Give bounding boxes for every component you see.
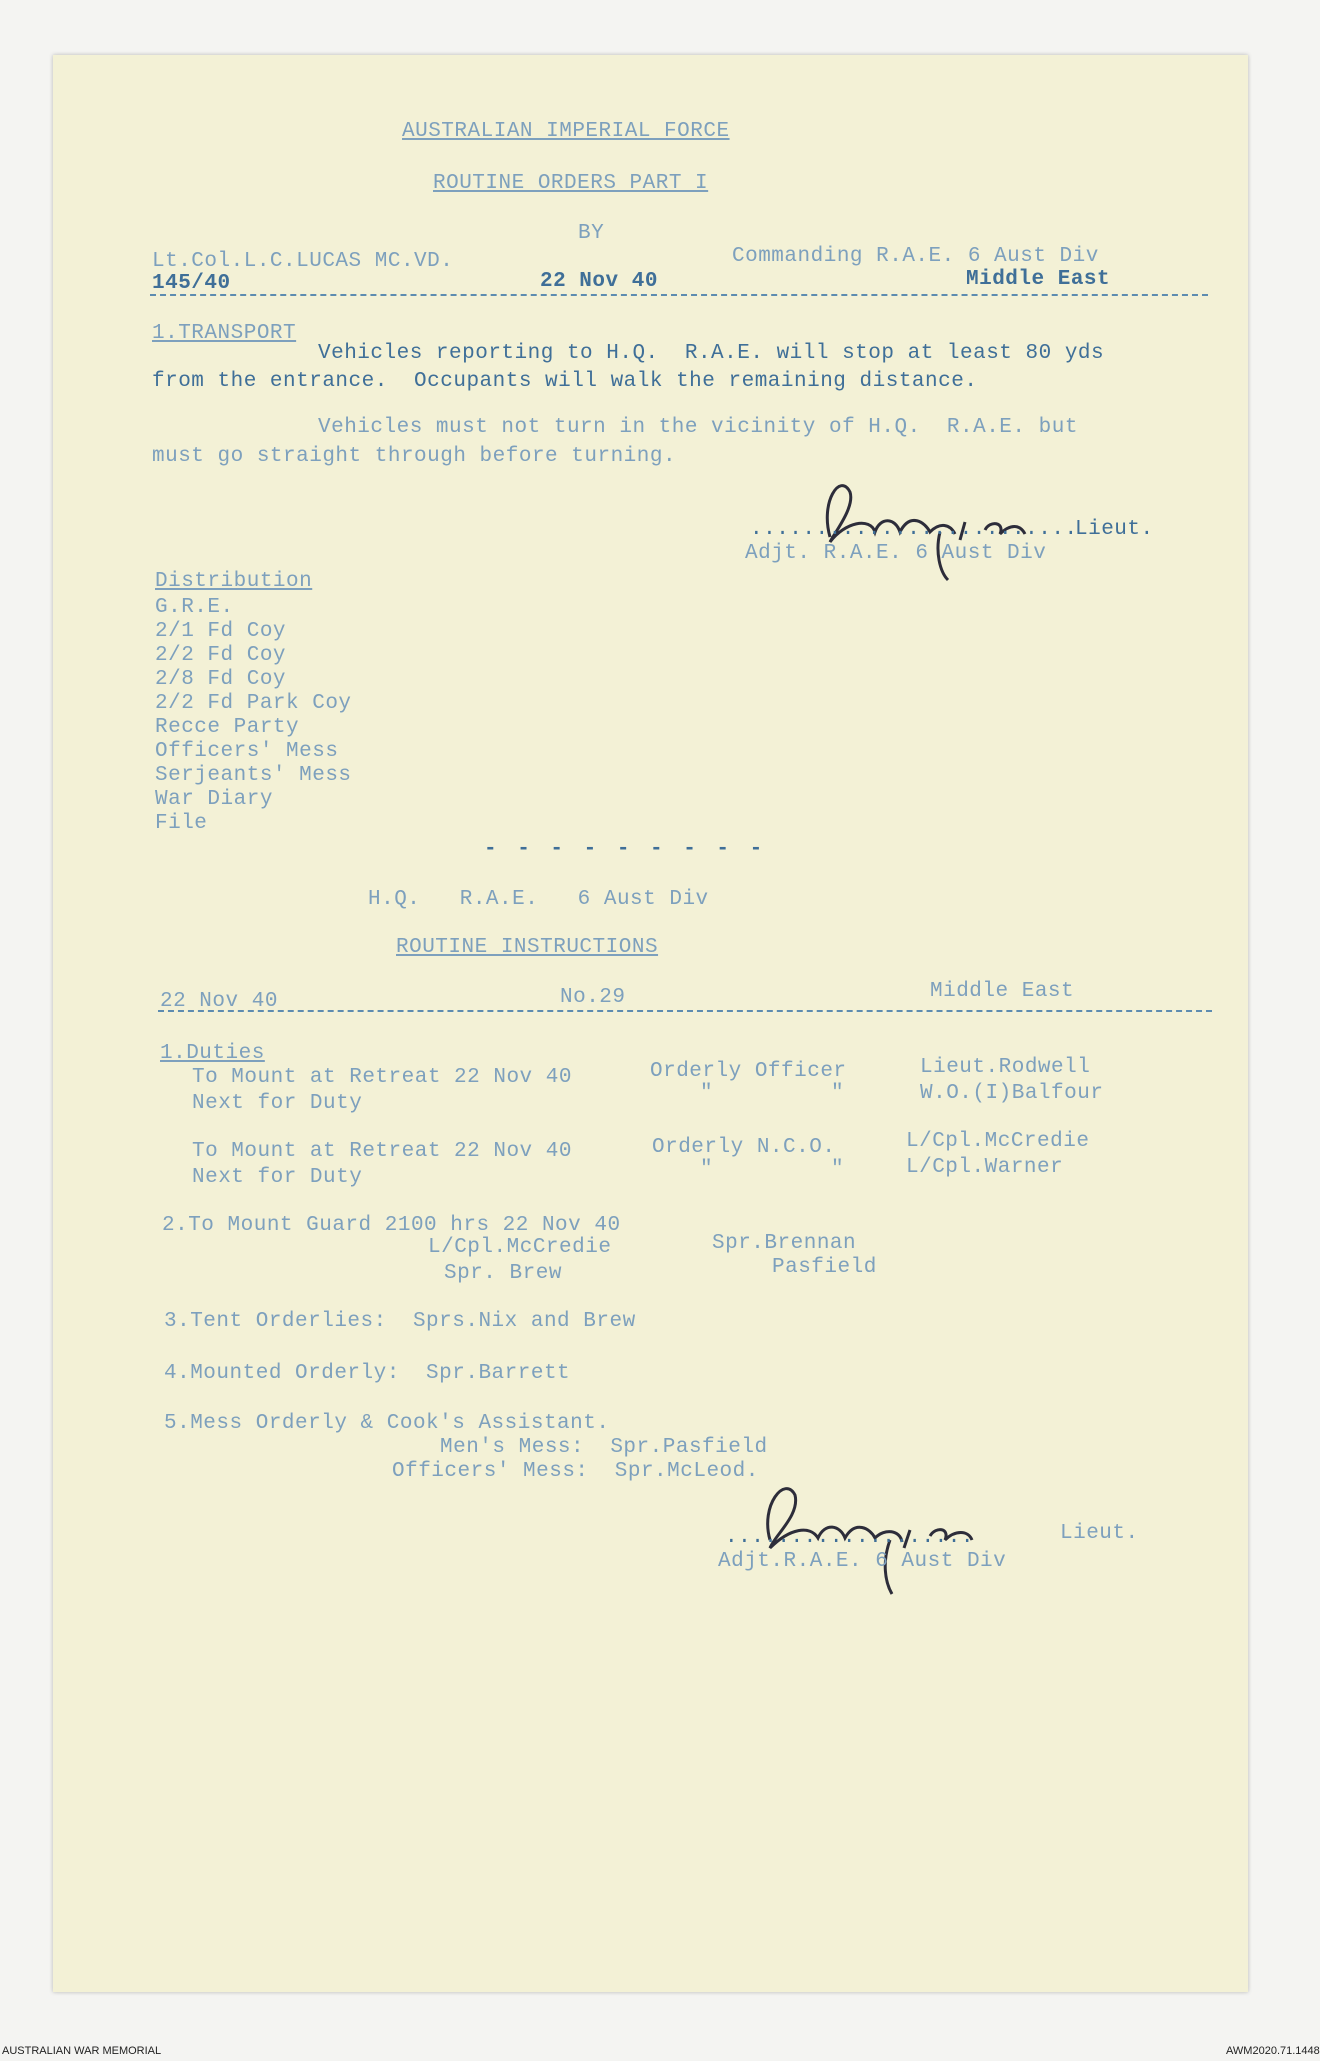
signature-title: Adjt. R.A.E. 6 Aust Div	[745, 542, 1047, 565]
orders-title: ROUTINE ORDERS PART I	[433, 172, 709, 195]
distribution-item: File	[155, 812, 208, 835]
distribution-item: Recce Party	[155, 716, 300, 739]
mess-orderly: 5.Mess Orderly & Cook's Assistant.	[164, 1412, 610, 1435]
distribution-item: Officers' Mess	[155, 740, 339, 763]
transport-line-4: must go straight through before turning.	[152, 445, 677, 468]
header-rule	[150, 294, 1208, 296]
transport-line-3: Vehicles must not turn in the vicinity of H.Q. R.A.E. but	[318, 416, 1078, 439]
force-title: AUSTRALIAN IMPERIAL FORCE	[402, 120, 730, 143]
duty-name-1: Lieut.Rodwell	[920, 1056, 1091, 1079]
order-number: 145/40	[152, 272, 231, 295]
ditto-mark-1: " "	[700, 1082, 845, 1105]
instructions-date: 22 Nov 40	[160, 990, 278, 1013]
section-separator: - - - - - - - - -	[484, 838, 767, 861]
instructions-location: Middle East	[930, 980, 1075, 1003]
duty-line-1: To Mount at Retreat 22 Nov 40	[192, 1066, 572, 1089]
transport-line-2: from the entrance. Occupants will walk the remaining distance.	[152, 370, 978, 393]
duty-line-3: To Mount at Retreat 22 Nov 40	[192, 1140, 572, 1163]
tent-orderlies: 3.Tent Orderlies: Sprs.Nix and Brew	[164, 1310, 636, 1333]
duty-name-2: W.O.(I)Balfour	[920, 1082, 1104, 1105]
duty-role-3: Orderly N.C.O.	[652, 1136, 836, 1159]
duties-heading: 1.Duties	[160, 1042, 265, 1065]
commander-name: Lt.Col.L.C.LUCAS MC.VD.	[152, 250, 454, 273]
signature-dots-2: ...................	[725, 1526, 974, 1549]
mens-mess: Men's Mess: Spr.Pasfield	[440, 1436, 768, 1459]
by-label: BY	[578, 222, 605, 245]
footer-source: AUSTRALIAN WAR MEMORIAL	[2, 2045, 162, 2057]
guard-name-2: Spr. Brew	[444, 1262, 562, 1285]
order-location: Middle East	[966, 268, 1111, 291]
distribution-item: 2/8 Fd Coy	[155, 668, 287, 691]
duty-name-4: L/Cpl.Warner	[906, 1156, 1064, 1179]
distribution-heading: Distribution	[155, 570, 313, 593]
ditto-mark-2: " "	[700, 1158, 845, 1181]
transport-heading: 1.TRANSPORT	[152, 322, 297, 345]
distribution-item: 2/1 Fd Coy	[155, 620, 287, 643]
order-date: 22 Nov 40	[540, 270, 658, 293]
instructions-number: No.29	[560, 986, 626, 1009]
instructions-rule	[158, 1010, 1212, 1012]
distribution-item: 2/2 Fd Coy	[155, 644, 287, 667]
distribution-item: Serjeants' Mess	[155, 764, 352, 787]
distribution-item: 2/2 Fd Park Coy	[155, 692, 352, 715]
footer-reference: AWM2020.71.1448	[1226, 2045, 1320, 2057]
guard-name-4: Pasfield	[772, 1256, 877, 1279]
duty-line-4: Next for Duty	[192, 1166, 363, 1189]
signature-dots: .........................	[750, 518, 1078, 541]
guard-line: 2.To Mount Guard 2100 hrs 22 Nov 40	[162, 1214, 621, 1237]
signature-rank-2: Lieut.	[1060, 1522, 1139, 1545]
commanding-unit: Commanding R.A.E. 6 Aust Div	[732, 245, 1099, 268]
duty-line-2: Next for Duty	[192, 1092, 363, 1115]
duty-name-3: L/Cpl.McCredie	[906, 1130, 1090, 1153]
guard-name-1: L/Cpl.McCredie	[428, 1236, 612, 1259]
signature-title-2: Adjt.R.A.E. 6 Aust Div	[718, 1550, 1007, 1573]
distribution-item: War Diary	[155, 788, 273, 811]
distribution-item: G.R.E.	[155, 596, 234, 619]
duty-role-1: Orderly Officer	[650, 1060, 847, 1083]
transport-line-1: Vehicles reporting to H.Q. R.A.E. will stop at least 80 yds	[318, 342, 1105, 365]
guard-name-3: Spr.Brennan	[712, 1232, 857, 1255]
instructions-title: ROUTINE INSTRUCTIONS	[396, 936, 659, 959]
mounted-orderly: 4.Mounted Orderly: Spr.Barrett	[164, 1362, 571, 1385]
signature-rank: Lieut.	[1075, 518, 1154, 541]
officers-mess: Officers' Mess: Spr.McLeod.	[392, 1460, 759, 1483]
instructions-unit: H.Q. R.A.E. 6 Aust Div	[368, 888, 709, 911]
